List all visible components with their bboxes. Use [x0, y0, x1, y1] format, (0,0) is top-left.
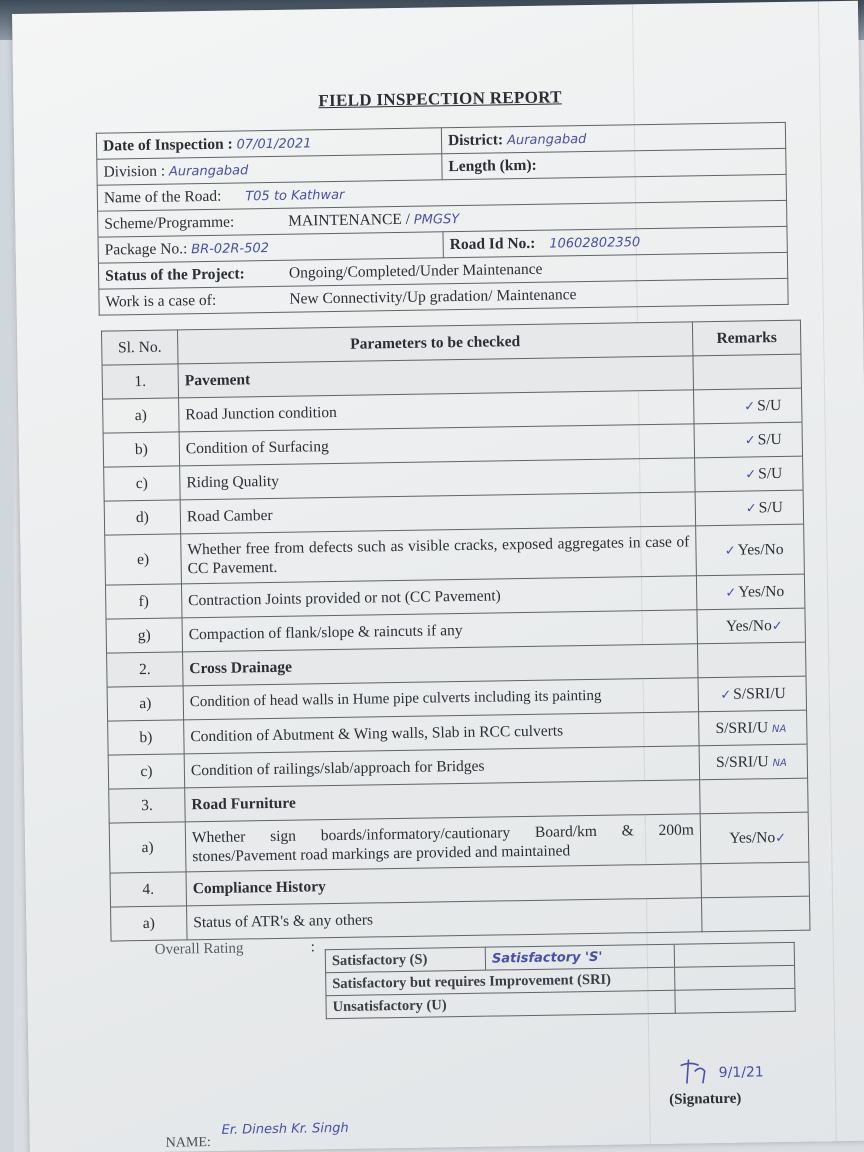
row-param: Condition of head walls in Hume pipe culverts including its painting — [183, 678, 698, 720]
district-value: Aurangabad — [506, 131, 587, 148]
row-param: Riding Quality — [180, 458, 695, 500]
col-header-params: Parameters to be checked — [177, 322, 692, 364]
row-sl: a) — [111, 906, 188, 941]
road-name-label: Name of the Road: — [103, 187, 222, 207]
name-label: NAME: — [165, 1135, 211, 1151]
row-sl: a) — [109, 822, 186, 873]
section-number: 2. — [107, 652, 184, 687]
row-sl: d) — [104, 500, 181, 535]
row-remark — [695, 456, 804, 492]
report-title: FIELD INSPECTION REPORT — [318, 87, 562, 111]
check-mark-icon: ✓ — [724, 543, 736, 559]
signature-label: (Signature) — [669, 1090, 742, 1108]
work-value: New Connectivity/Up gradation/ Maintenance — [289, 285, 577, 308]
package-label: Package No.: — [104, 239, 188, 259]
section-number: 1. — [102, 364, 179, 399]
paper-fold-line — [818, 1, 837, 1141]
row-param: Status of ATR's & any others — [187, 898, 702, 940]
na-note: NA — [771, 723, 787, 735]
rating-option-label: Satisfactory but requires Improvement (SRI) — [326, 967, 675, 995]
row-remark-text: S/SRI/U — [715, 718, 769, 737]
row-sl: e) — [105, 534, 182, 585]
status-label: Status of the Project: — [104, 264, 245, 285]
section-remark-empty — [697, 642, 806, 678]
row-sl: a) — [107, 686, 184, 721]
date-label: Date of Inspection : — [102, 135, 233, 155]
row-param: Road Camber — [180, 492, 695, 534]
rating-selected-cell — [485, 944, 674, 970]
signature-scribble — [676, 1053, 717, 1090]
check-mark-icon: ✓ — [745, 500, 757, 517]
row-sl: b) — [108, 720, 185, 755]
row-remark — [696, 574, 805, 610]
section-title: Cross Drainage — [183, 644, 698, 686]
row-remark — [698, 676, 807, 712]
scheme-label: Scheme/Programme: — [104, 213, 235, 233]
row-remark-text: S/SRI/U — [733, 684, 786, 703]
row-param: Compaction of flank/slope & raincuts if any — [182, 610, 697, 652]
check-mark-icon: ✓ — [775, 830, 787, 846]
check-mark-icon: ✓ — [744, 432, 756, 449]
rating-selected-hand: Satisfactory 'S' — [491, 949, 603, 967]
row-remark-text: Yes/No — [738, 582, 785, 601]
rating-option-label: Unsatisfactory (U) — [326, 990, 675, 1018]
row-remark — [693, 388, 802, 424]
row-param: Whether sign boards/informatory/cautionary Board/km & 200m stones/Pavement road markings are provided and maintained — [185, 814, 701, 872]
check-mark-icon: ✓ — [745, 466, 757, 483]
row-remark — [695, 490, 804, 526]
section-remark-empty — [701, 862, 810, 898]
row-param: Contraction Joints provided or not (CC Pavement) — [181, 576, 696, 618]
header-info-table — [96, 122, 789, 316]
scheme-hand: PMGSY — [413, 211, 460, 228]
overall-rating-table — [325, 942, 796, 1019]
row-sl: g) — [106, 618, 183, 653]
status-value: Ongoing/Completed/Under Maintenance — [288, 260, 543, 282]
row-remark — [697, 608, 806, 644]
col-header-remarks: Remarks — [692, 320, 801, 356]
check-mark-icon: ✓ — [725, 585, 737, 601]
package-value: BR-02R-502 — [191, 240, 270, 257]
check-mark-icon: ✓ — [744, 398, 756, 415]
photo-background-left — [0, 40, 14, 1152]
row-param: Road Junction condition — [179, 390, 694, 432]
row-remark — [700, 812, 809, 864]
row-remark-text: Yes/No — [725, 616, 772, 635]
section-title: Pavement — [178, 356, 693, 398]
section-remark-empty — [700, 778, 809, 814]
na-note: NA — [772, 757, 787, 769]
row-remark-text: S/U — [757, 430, 782, 448]
row-remark-text: S/U — [758, 498, 783, 516]
section-remark-empty — [693, 354, 802, 390]
row-sl: a) — [103, 398, 180, 433]
row-remark — [696, 524, 805, 576]
report-sheet — [12, 1, 864, 1152]
row-remark-text: S/U — [758, 464, 783, 482]
road-id-label: Road Id No.: — [449, 234, 536, 253]
section-number: 4. — [110, 872, 187, 907]
check-mark-icon: ✓ — [720, 687, 732, 703]
division-label: Division : — [103, 162, 166, 181]
row-remark-text: Yes/No — [737, 540, 784, 559]
parameters-table — [101, 320, 811, 942]
row-remark — [694, 422, 803, 458]
scheme-value: MAINTENANCE / — [288, 210, 411, 230]
rating-option-blank — [675, 988, 795, 1013]
row-param: Condition of Surfacing — [179, 424, 694, 466]
work-label: Work is a case of: — [105, 291, 217, 311]
col-header-sl: Sl. No. — [101, 330, 178, 365]
check-mark-icon: ✓ — [771, 618, 783, 634]
division-value: Aurangabad — [168, 162, 249, 180]
row-sl: f) — [105, 584, 182, 619]
rating-option-label: Satisfactory (S) — [325, 947, 485, 973]
row-param: Whether free from defects such as visible cracks, exposed aggregates in case of CC Pavement. — [181, 526, 697, 584]
row-sl: c) — [108, 754, 185, 789]
road-id-value: 10602802350 — [549, 234, 641, 252]
row-param: Condition of railings/slab/approach for Bridges — [184, 746, 699, 788]
district-label: District: — [447, 130, 504, 149]
section-number: 3. — [109, 788, 186, 823]
road-name-value: T05 to Kathwar — [245, 187, 345, 204]
row-sl: b) — [103, 432, 180, 467]
row-remark — [701, 896, 810, 932]
row-sl: c) — [104, 466, 181, 501]
row-remark-text: Yes/No — [729, 828, 776, 847]
rating-option-blank — [674, 942, 794, 967]
signature-date: 9/1/21 — [718, 1064, 764, 1082]
row-param: Condition of Abutment & Wing walls, Slab in RCC culverts — [184, 712, 699, 754]
overall-rating-colon: : — [310, 939, 315, 956]
date-value: 07/01/2021 — [236, 135, 312, 152]
row-remark-text: S/SRI/U — [715, 752, 769, 771]
overall-rating-label: Overall Rating — [154, 940, 244, 958]
row-remark — [699, 744, 808, 780]
row-remark-text: S/U — [756, 396, 782, 414]
row-remark — [699, 710, 808, 746]
name-value: Er. Dinesh Kr. Singh — [221, 1120, 349, 1138]
rating-option-blank — [675, 965, 795, 990]
section-title: Compliance History — [186, 864, 701, 906]
section-title: Road Furniture — [185, 780, 700, 822]
length-label: Length (km): — [448, 156, 537, 175]
